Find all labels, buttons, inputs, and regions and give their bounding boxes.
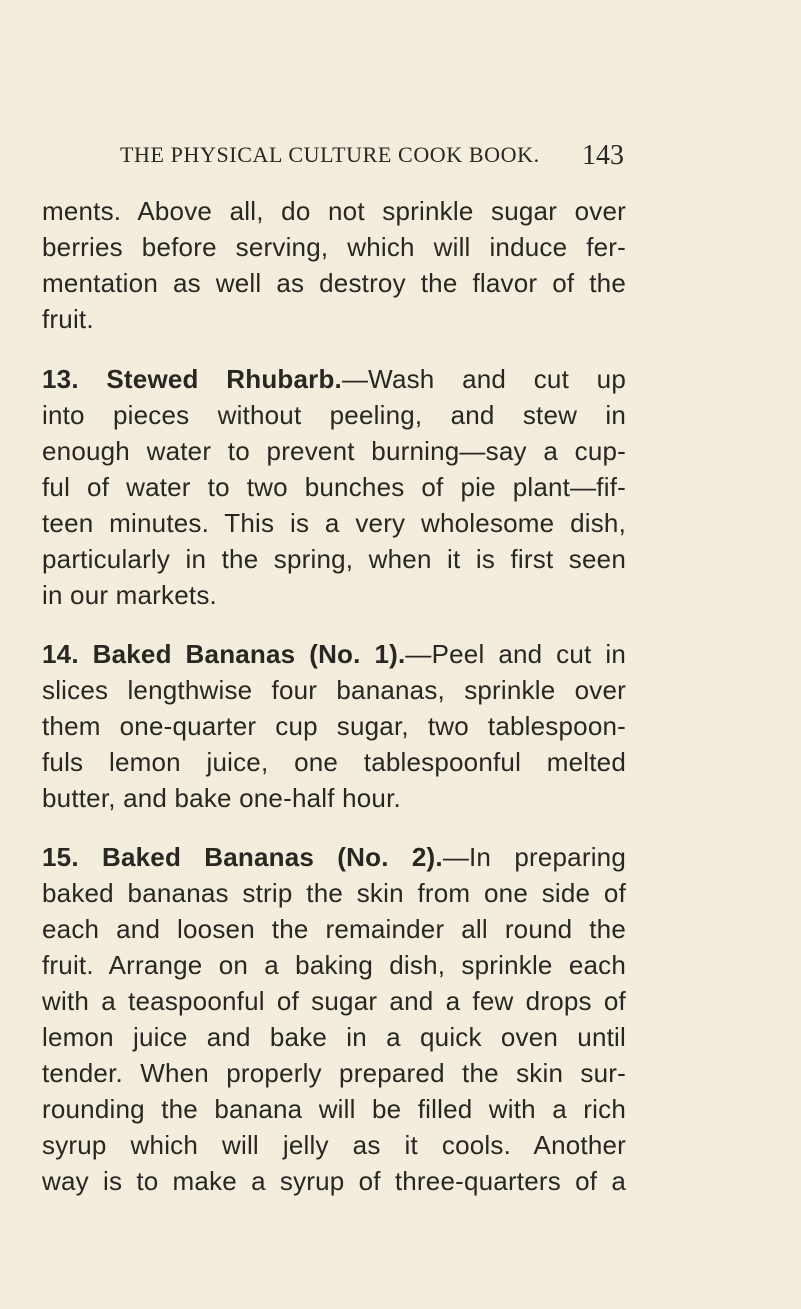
text-line: with a teaspoonful of sugar and a few drops of [42, 986, 626, 1016]
text-line: ful of water to two bunches of pie plant—fif- [42, 472, 626, 502]
text-line: berries before serving, which will induce fer- [42, 232, 626, 262]
text-line: tender. When properly prepared the skin sur- [42, 1058, 626, 1088]
running-title: THE PHYSICAL CULTURE COOK BOOK. [120, 142, 540, 167]
recipe-heading: 13. Stewed Rhubarb. [42, 364, 342, 394]
text-line: butter, and bake one-half hour. [42, 783, 401, 813]
recipe-text: —Peel and cut in [405, 639, 626, 669]
text-line: in our markets. [42, 580, 217, 610]
text-line: each and loosen the remainder all round the [42, 914, 626, 944]
text-line: fruit. [42, 304, 94, 334]
recipe-heading: 14. Baked Bananas (No. 1). [42, 639, 406, 669]
text-line: enough water to prevent burning—say a cup- [42, 436, 626, 466]
text-line: lemon juice and bake in a quick oven until [42, 1022, 626, 1052]
text-line: fuls lemon juice, one tablespoonful melted [42, 747, 626, 777]
recipe-first-line [42, 362, 626, 396]
text-line: into pieces without peeling, and stew in [42, 400, 626, 430]
recipe-text: —In preparing [442, 842, 626, 872]
recipe-first-line [42, 840, 626, 874]
text-line: syrup which will jelly as it cools. Another [42, 1130, 626, 1160]
recipe-heading: 15. Baked Bananas (No. 2). [42, 842, 443, 872]
text-line: them one-quarter cup sugar, two tablespoon- [42, 711, 626, 741]
recipe-text: —Wash and cut up [341, 364, 626, 394]
recipe-first-line [42, 637, 626, 671]
page-header [88, 140, 624, 174]
page-number: 143 [582, 140, 624, 171]
text-line: rounding the banana will be filled with a rich [42, 1094, 626, 1124]
text-line: slices lengthwise four bananas, sprinkle over [42, 675, 626, 705]
text-line: particularly in the spring, when it is first seen [42, 544, 626, 574]
text-line: way is to make a syrup of three-quarters of a [42, 1166, 626, 1196]
text-line: ments. Above all, do not sprinkle sugar over [42, 196, 626, 226]
text-line: baked bananas strip the skin from one side of [42, 878, 626, 908]
text-line: teen minutes. This is a very wholesome dish, [42, 508, 626, 538]
text-line: fruit. Arrange on a baking dish, sprinkle each [42, 950, 626, 980]
text-line: mentation as well as destroy the flavor of the [42, 268, 626, 298]
